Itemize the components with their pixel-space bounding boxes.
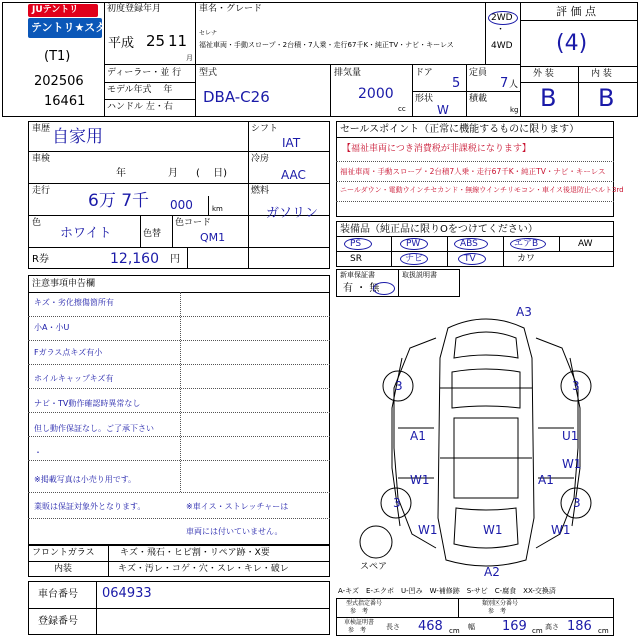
displacement-value: 2000	[358, 86, 394, 102]
capacity-unit: 人	[509, 80, 519, 90]
type-number-label: 型式指定番号	[346, 600, 383, 607]
damage-mark-3-fr: 3	[572, 379, 580, 393]
notes-label: 注意事項申告欄	[32, 279, 96, 289]
chassis-label: 車台番号	[38, 589, 78, 600]
note-9: 業販は保証対象外となります。	[34, 502, 146, 511]
damage-mark-3-fl: 3	[395, 379, 403, 393]
color-code-label: 色コード	[175, 218, 212, 228]
damage-mark-3-rl: 3	[393, 496, 401, 510]
sales-point-2: 福祉車両・手動スロープ・2台積7人乗・走行67千K・純正TV・ナビ・キーレス	[340, 167, 606, 176]
shape-label: 形状	[415, 94, 434, 104]
recycle-unit: 円	[170, 254, 180, 265]
ac-value: AAC	[281, 168, 306, 182]
warranty-value: 有 ・ 無	[343, 283, 380, 294]
model-grade: 福祉車両・手動スロープ・2台積・7人乗・走行67千K・純正TV・ナビ・キーレス	[199, 41, 454, 49]
load-unit: kg	[510, 106, 519, 114]
logo-line2: テントリ★スター	[31, 21, 118, 34]
note-4: ホイルキャップキズ有	[34, 374, 114, 383]
damage-mark-w1-r1: W1	[562, 457, 582, 471]
inspection-label: 車検	[32, 154, 51, 164]
damage-legend: A-キズ E-エクボ U-凹み W-補修跡 S-サビ C-腐食 XX-交換済	[338, 587, 556, 595]
displacement-unit: cc	[398, 105, 406, 113]
note-3: Fガラス点キズ有小	[34, 348, 103, 357]
interior-label: 内 装	[591, 69, 612, 79]
sales-point-1: 【福祉車両につき消費税が非課税になります】	[342, 144, 531, 154]
displacement-label: 排気量	[334, 68, 362, 78]
damage-mark-a3: A3	[516, 305, 532, 319]
model-name: セレナ	[199, 30, 218, 37]
sales-point-3: ニールダウン・電動ウインチセカンド・無線ウインチリモコン・車イス後退防止ベルト3rd	[340, 186, 624, 194]
auction-logo	[28, 4, 118, 42]
interior-grade: B	[598, 84, 615, 112]
fuel-label: 燃料	[251, 186, 270, 196]
chassis-value: 064933	[102, 586, 152, 601]
equip-abs: ABS	[460, 239, 478, 249]
drive-2wd: 2WD	[491, 13, 513, 23]
length-value: 468	[418, 619, 443, 634]
capacity-label: 定員	[469, 68, 488, 78]
equip-leather: カワ	[517, 254, 536, 264]
cert-ref: 参 考	[348, 627, 367, 634]
registration-number-label: 登録番号	[38, 616, 78, 627]
color-value: ホワイト	[60, 226, 112, 241]
equip-airbag: エアB	[514, 239, 539, 249]
ac-label: 冷房	[251, 154, 270, 164]
capacity-value: 7	[500, 76, 509, 91]
recycle-label: R券	[32, 254, 49, 265]
manual-label: 取扱説明書	[402, 271, 437, 279]
width-unit: cm	[532, 627, 543, 635]
equip-pw: PW	[406, 239, 421, 249]
interior-damage-value: キズ・汚レ・コゲ・穴・スレ・キレ・破レ	[118, 564, 289, 574]
interior-damage-label: 内装	[54, 564, 73, 574]
registration-month: 11	[168, 32, 188, 50]
warranty-label: 新車保証書	[340, 271, 375, 279]
damage-mark-u1: U1	[562, 429, 579, 443]
registration-year: 25	[146, 32, 166, 50]
class-number-ref: 参 考	[488, 608, 507, 615]
damage-mark-w1-r2: W1	[551, 523, 571, 537]
color-change-label: 色替	[143, 229, 162, 239]
front-glass-label: フロントガラス	[32, 548, 95, 558]
note-5: ナビ・TV動作確認時異常なし	[34, 399, 141, 408]
dealer-label: ディーラー・並 行	[107, 68, 182, 78]
drive-4wd: 4WD	[491, 41, 513, 51]
load-label: 積載	[469, 94, 488, 104]
handle-label: ハンドル 左・右	[107, 102, 173, 112]
model-year-label: モデル年式 年	[107, 85, 173, 95]
equipment-label: 装備品（純正品に限りOをつけてください）	[340, 224, 538, 235]
front-glass-value: キズ・飛石・ヒビ割・リペア跡・X要	[120, 548, 270, 558]
type-label: 型式	[199, 68, 218, 78]
spare-label: スペア	[360, 562, 388, 572]
damage-mark-w1-l1: W1	[410, 473, 430, 487]
damage-mark-w1-l2: W1	[418, 523, 438, 537]
lot-number: 16461	[44, 94, 86, 109]
sales-points-label: セールスポイント（正常に機能するものに限ります）	[340, 124, 580, 135]
lot-code: (T1)	[44, 49, 71, 64]
equip-ps: PS	[350, 239, 362, 249]
doors-value: 5	[452, 76, 461, 91]
class-number-label: 類別区分番号	[482, 600, 519, 607]
damage-mark-3-rr: 3	[573, 496, 581, 510]
note-11: 車両には付いていません。	[186, 527, 283, 536]
damage-mark-w1-c: W1	[483, 523, 503, 537]
cert-label: 車検証明書	[344, 619, 375, 626]
registration-label: 初度登録年月	[107, 4, 162, 14]
color-code-value: QM1	[200, 231, 226, 244]
fuel-value: ガソリン	[266, 206, 319, 221]
shape-value: W	[437, 103, 449, 117]
damage-mark-a1-r: A1	[538, 473, 554, 487]
vehicle-class-label: 車歴	[32, 124, 51, 134]
height-value: 186	[567, 619, 592, 634]
evaluation-score: (4)	[556, 31, 588, 56]
logo-line1: JUテントリ	[32, 5, 79, 15]
note-10: ※車イス・ストレッチャーは	[186, 502, 289, 511]
shift-label: シフト	[251, 124, 279, 134]
width-value: 169	[502, 619, 527, 634]
width-label: 幅	[468, 623, 475, 631]
note-2: 小A・小U	[34, 323, 70, 332]
equip-navi: ナビ	[405, 254, 424, 264]
exterior-label: 外 装	[533, 69, 554, 79]
exterior-grade: B	[540, 84, 557, 112]
model-name-label: 車名・グレード	[199, 4, 263, 14]
height-unit: cm	[598, 627, 609, 635]
note-7: ・	[34, 448, 42, 457]
note-8: ※掲載写真は小売り用です。	[34, 475, 137, 484]
recycle-value: 12,160	[110, 251, 159, 267]
shift-value: IAT	[282, 136, 301, 150]
color-label: 色	[32, 218, 42, 228]
inspection-year-unit: 年	[116, 168, 126, 179]
damage-mark-a1-l: A1	[410, 429, 426, 443]
registration-month-unit: 月	[186, 54, 193, 62]
drive-dot: ・	[496, 25, 506, 35]
equip-tv: TV	[464, 254, 476, 264]
length-unit: cm	[449, 627, 460, 635]
registration-era: 平成	[108, 36, 135, 51]
damage-mark-a2: A2	[484, 565, 500, 579]
car-diagram	[336, 298, 640, 580]
note-1: キズ・劣化擦傷箇所有	[34, 298, 114, 307]
mileage-value2: 000	[170, 198, 193, 212]
equip-sr: SR	[350, 254, 362, 264]
mileage-value: 6万 7千	[88, 191, 150, 211]
height-label: 高さ	[545, 623, 559, 631]
equip-aw: AW	[578, 239, 593, 249]
doors-label: ドア	[415, 68, 433, 78]
evaluation-label: 評 価 点	[556, 5, 596, 18]
type-number-ref: 参 考	[350, 608, 369, 615]
type-value: DBA-C26	[203, 88, 270, 106]
inspection-day-unit: ( 日)	[196, 168, 227, 179]
inspection-month-unit: 月	[168, 168, 178, 179]
mileage-label: 走行	[32, 186, 51, 196]
note-6: 但し動作保証なし。ご了承下さい	[34, 424, 154, 433]
vehicle-class-value: 自家用	[52, 127, 103, 147]
length-label: 長さ	[386, 623, 400, 631]
lot-date: 202506	[34, 74, 84, 89]
mileage-unit: km	[212, 205, 223, 213]
